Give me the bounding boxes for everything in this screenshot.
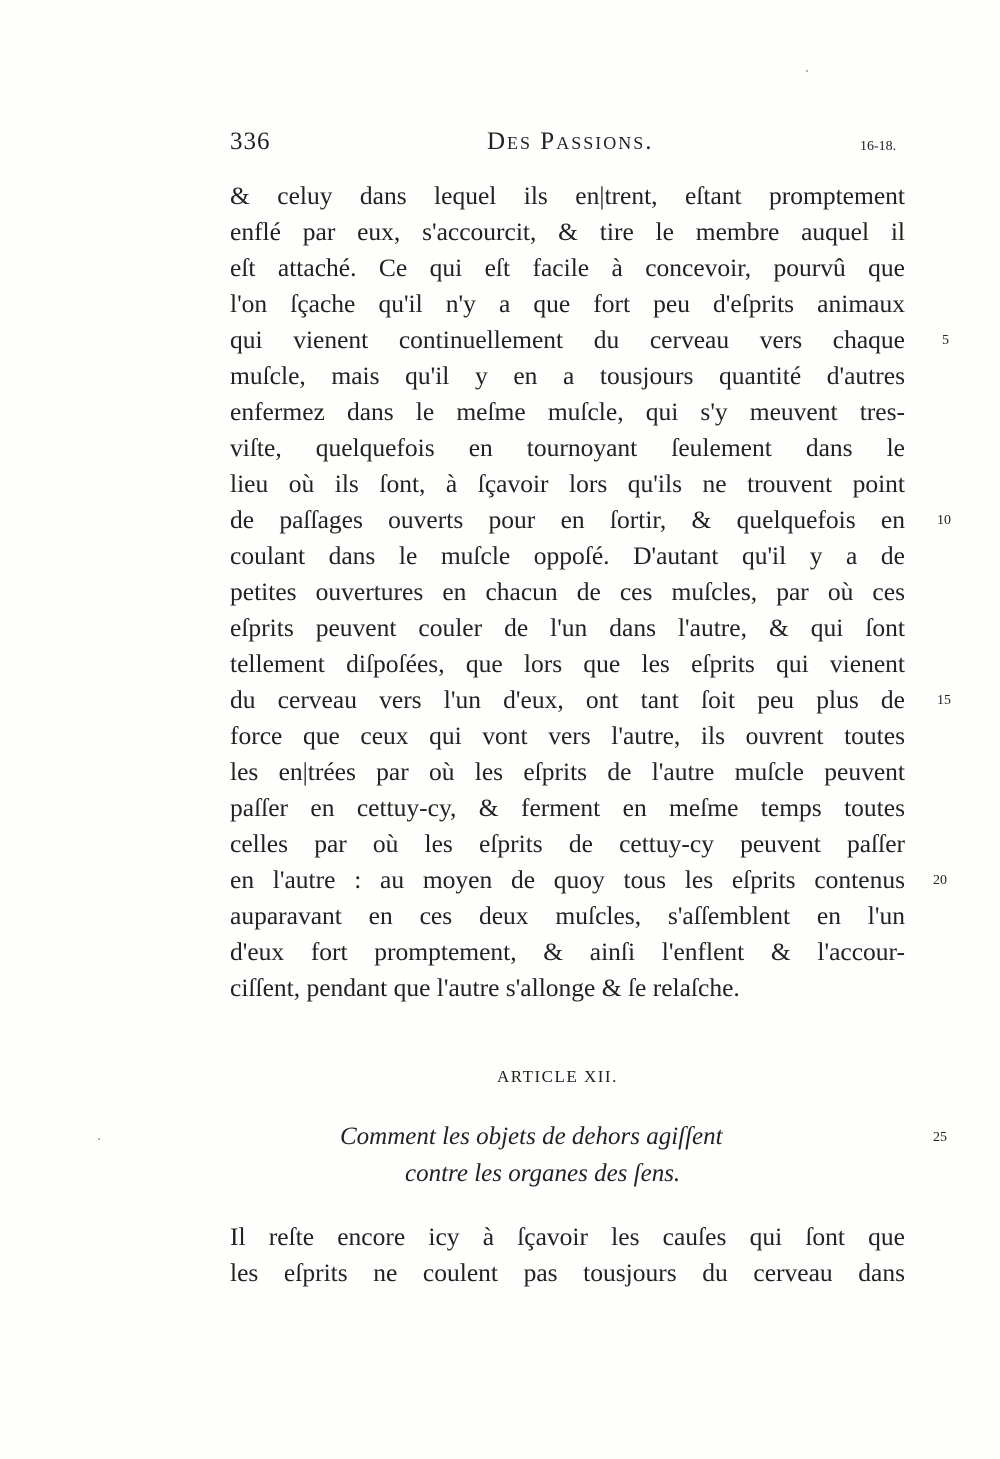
text-line: tellement diſpoſées, que lors que les eſprits qui vienent: [230, 649, 905, 678]
text-line: eſprits peuvent couler de l'un dans l'autre, & qui ſont: [230, 613, 905, 642]
text-line: ciſſent, pendant que l'autre s'allonge & ſe relaſche.: [230, 973, 740, 1002]
text-line: qui vienent continuellement du cerveau vers chaque: [230, 325, 905, 354]
text-line: eſt attaché. Ce qui eſt facile à concevoir, pourvû que: [230, 253, 905, 282]
article-heading: ARTICLE XII.: [497, 1067, 618, 1086]
line-range: 16-18.: [860, 139, 897, 154]
running-title: Des Passions.: [487, 128, 654, 155]
text-line: enflé par eux, s'accourcit, & tire le membre auquel il: [230, 217, 905, 246]
text-line: paſſer en cettuy-cy, & ferment en meſme temps toutes: [230, 793, 905, 822]
text-line: coulant dans le muſcle oppoſé. D'autant qu'il y a de: [230, 541, 905, 570]
line-number-marker: 20: [933, 873, 947, 888]
text-line: de paſſages ouverts pour en ſortir, & quelquefois en: [230, 505, 905, 534]
line-number-marker: 10: [937, 513, 951, 528]
text-line: muſcle, mais qu'il y en a tousjours quantité d'autres: [230, 361, 905, 390]
line-number-marker: 15: [937, 693, 951, 708]
text-line: Il reſte encore icy à ſçavoir les cauſes qui ſont que: [230, 1222, 905, 1251]
text-line: du cerveau vers l'un d'eux, ont tant ſoit peu plus de: [230, 685, 905, 714]
page-speck: [806, 70, 808, 72]
text-line: force que ceux qui vont vers l'autre, ils ouvrent toutes: [230, 721, 905, 750]
text-line: d'eux fort promptement, & ainſi l'enflent & l'accour-: [230, 937, 905, 966]
text-line: les eſprits ne coulent pas tousjours du cerveau dans: [230, 1258, 905, 1287]
text-line: lieu où ils ſont, à ſçavoir lors qu'ils ne trouvent point: [230, 469, 905, 498]
text-line: les en|trées par où les eſprits de l'autre muſcle peuvent: [230, 757, 905, 786]
article-title-line: contre les organes des ſens.: [405, 1160, 681, 1187]
text-line: enfermez dans le meſme muſcle, qui s'y meuvent tres-: [230, 397, 905, 426]
page-speck: [98, 1138, 100, 1140]
page-number: 336: [230, 128, 271, 155]
text-line: en l'autre : au moyen de quoy tous les eſprits contenus: [230, 865, 905, 894]
text-line: petites ouvertures en chacun de ces muſcles, par où ces: [230, 577, 905, 606]
line-number-marker: 5: [942, 333, 949, 348]
article-title-line: Comment les objets de dehors agiſſent: [340, 1123, 723, 1150]
text-line: celles par où les eſprits de cettuy-cy peuvent paſſer: [230, 829, 905, 858]
text-line: l'on ſçache qu'il n'y a que fort peu d'eſprits animaux: [230, 289, 905, 318]
text-line: auparavant en ces deux muſcles, s'aſſemblent en l'un: [230, 901, 905, 930]
line-number-marker: 25: [933, 1130, 947, 1145]
text-line: & celuy dans lequel ils en|trent, eſtant promptement: [230, 181, 905, 210]
text-line: viſte, quelquefois en tournoyant ſeulement dans le: [230, 433, 905, 462]
